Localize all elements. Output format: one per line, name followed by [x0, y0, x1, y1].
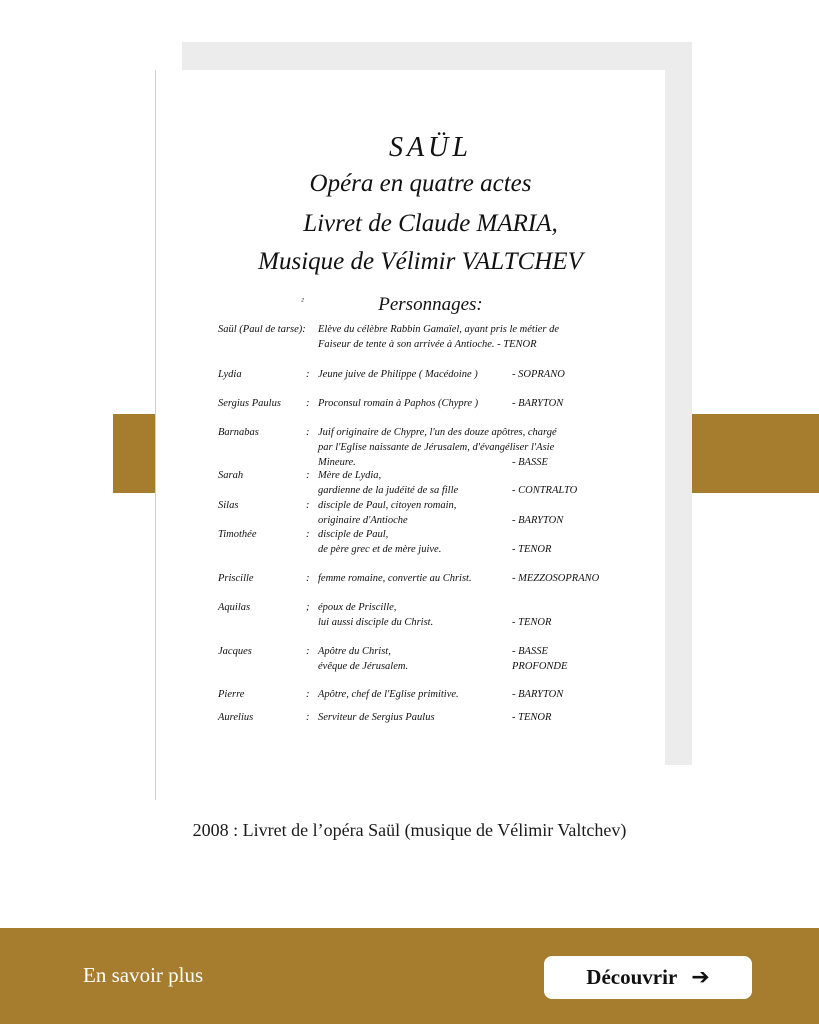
character-name: Barnabas: [218, 427, 259, 438]
character-voice: - TENOR: [512, 617, 552, 628]
character-description: époux de Priscille, lui aussi disciple du Christ.: [318, 602, 434, 628]
character-colon: :: [306, 427, 310, 438]
character-voice: - TENOR: [512, 544, 552, 555]
character-voice: - MEZZOSOPRANO: [512, 573, 600, 584]
image-caption: 2008 : Livret de l’opéra Saül (musique de Vélimir Valtchev): [192, 820, 627, 840]
character-name: Saül (Paul de tarse):: [218, 324, 306, 335]
character-colon: :: [306, 529, 310, 540]
doc-libretto: Livret de Claude MARIA,: [303, 210, 558, 237]
character-colon: ;: [306, 602, 310, 613]
character-voice: - BARYTON: [512, 398, 564, 409]
character-colon: :: [306, 398, 310, 409]
character-name: Aquilas: [218, 602, 251, 613]
accent-band-right: [692, 414, 819, 493]
character-description: femme romaine, convertie au Christ.: [318, 573, 472, 584]
discover-button[interactable]: [544, 956, 752, 999]
libretto-document-image: [155, 70, 665, 800]
character-voice: - BASSE: [512, 457, 548, 468]
character-colon: :: [306, 573, 310, 584]
character-name: Silas: [218, 500, 239, 511]
character-name: Pierre: [218, 689, 245, 700]
arrow-right-icon: ➔: [691, 965, 710, 990]
character-voice: - BASSE PROFONDE: [512, 646, 568, 672]
character-description: Serviteur de Sergius Paulus: [318, 712, 435, 723]
character-name: Aurelius: [218, 712, 254, 723]
character-colon: :: [306, 646, 310, 657]
character-description: Elève du célèbre Rabbin Gamaïel, ayant pris le métier de Faiseur de tente à son arrivée à Antioche. - TENOR: [318, 324, 560, 350]
character-voice: - BARYTON: [512, 515, 564, 526]
character-colon: :: [306, 470, 310, 481]
character-name: Sarah: [218, 470, 244, 481]
character-colon: :: [306, 712, 310, 723]
character-voice: - CONTRALTO: [512, 485, 578, 496]
character-name: Priscille: [218, 573, 254, 584]
footer-label: En savoir plus: [83, 963, 204, 987]
character-name: Jacques: [218, 646, 252, 657]
character-description: Apôtre, chef de l'Eglise primitive.: [318, 689, 459, 700]
discover-button-label: Découvrir: [586, 965, 678, 989]
character-description: Juif originaire de Chypre, l'un des douze apôtres, chargé par l'Eglise naissante de Jérusalem, d'évangéliser l'Asie Mineure.: [318, 427, 557, 468]
doc-subtitle: Opéra en quatre actes: [309, 170, 532, 197]
accent-band-left: [113, 414, 155, 493]
character-colon: :: [306, 500, 310, 511]
character-description: Apôtre du Christ, évêque de Jérusalem.: [318, 646, 409, 672]
character-description: Proconsul romain à Paphos (Chypre ): [318, 398, 479, 409]
doc-music: Musique de Vélimir VALTCHEV: [258, 248, 583, 275]
character-voice: - SOPRANO: [512, 369, 565, 380]
character-description: Mère de Lydia, gardienne de la judéité de sa fille: [318, 470, 459, 496]
character-colon: :: [306, 369, 310, 380]
doc-stray-mark: ²: [301, 296, 304, 306]
character-description: Jeune juive de Philippe ( Macédoine ): [318, 369, 478, 380]
character-name: Lydia: [218, 369, 242, 380]
character-voice: - TENOR: [512, 712, 552, 723]
character-description: disciple de Paul, de père grec et de mère juive.: [318, 529, 442, 555]
character-description: disciple de Paul, citoyen romain, originaire d'Antioche: [318, 500, 457, 526]
character-voice: - BARYTON: [512, 689, 564, 700]
character-colon: :: [306, 689, 310, 700]
character-name: Timothée: [218, 529, 257, 540]
doc-title: SAÜL: [389, 132, 472, 163]
character-name: Sergius Paulus: [218, 398, 281, 409]
doc-section-heading: Personnages:: [378, 294, 483, 315]
